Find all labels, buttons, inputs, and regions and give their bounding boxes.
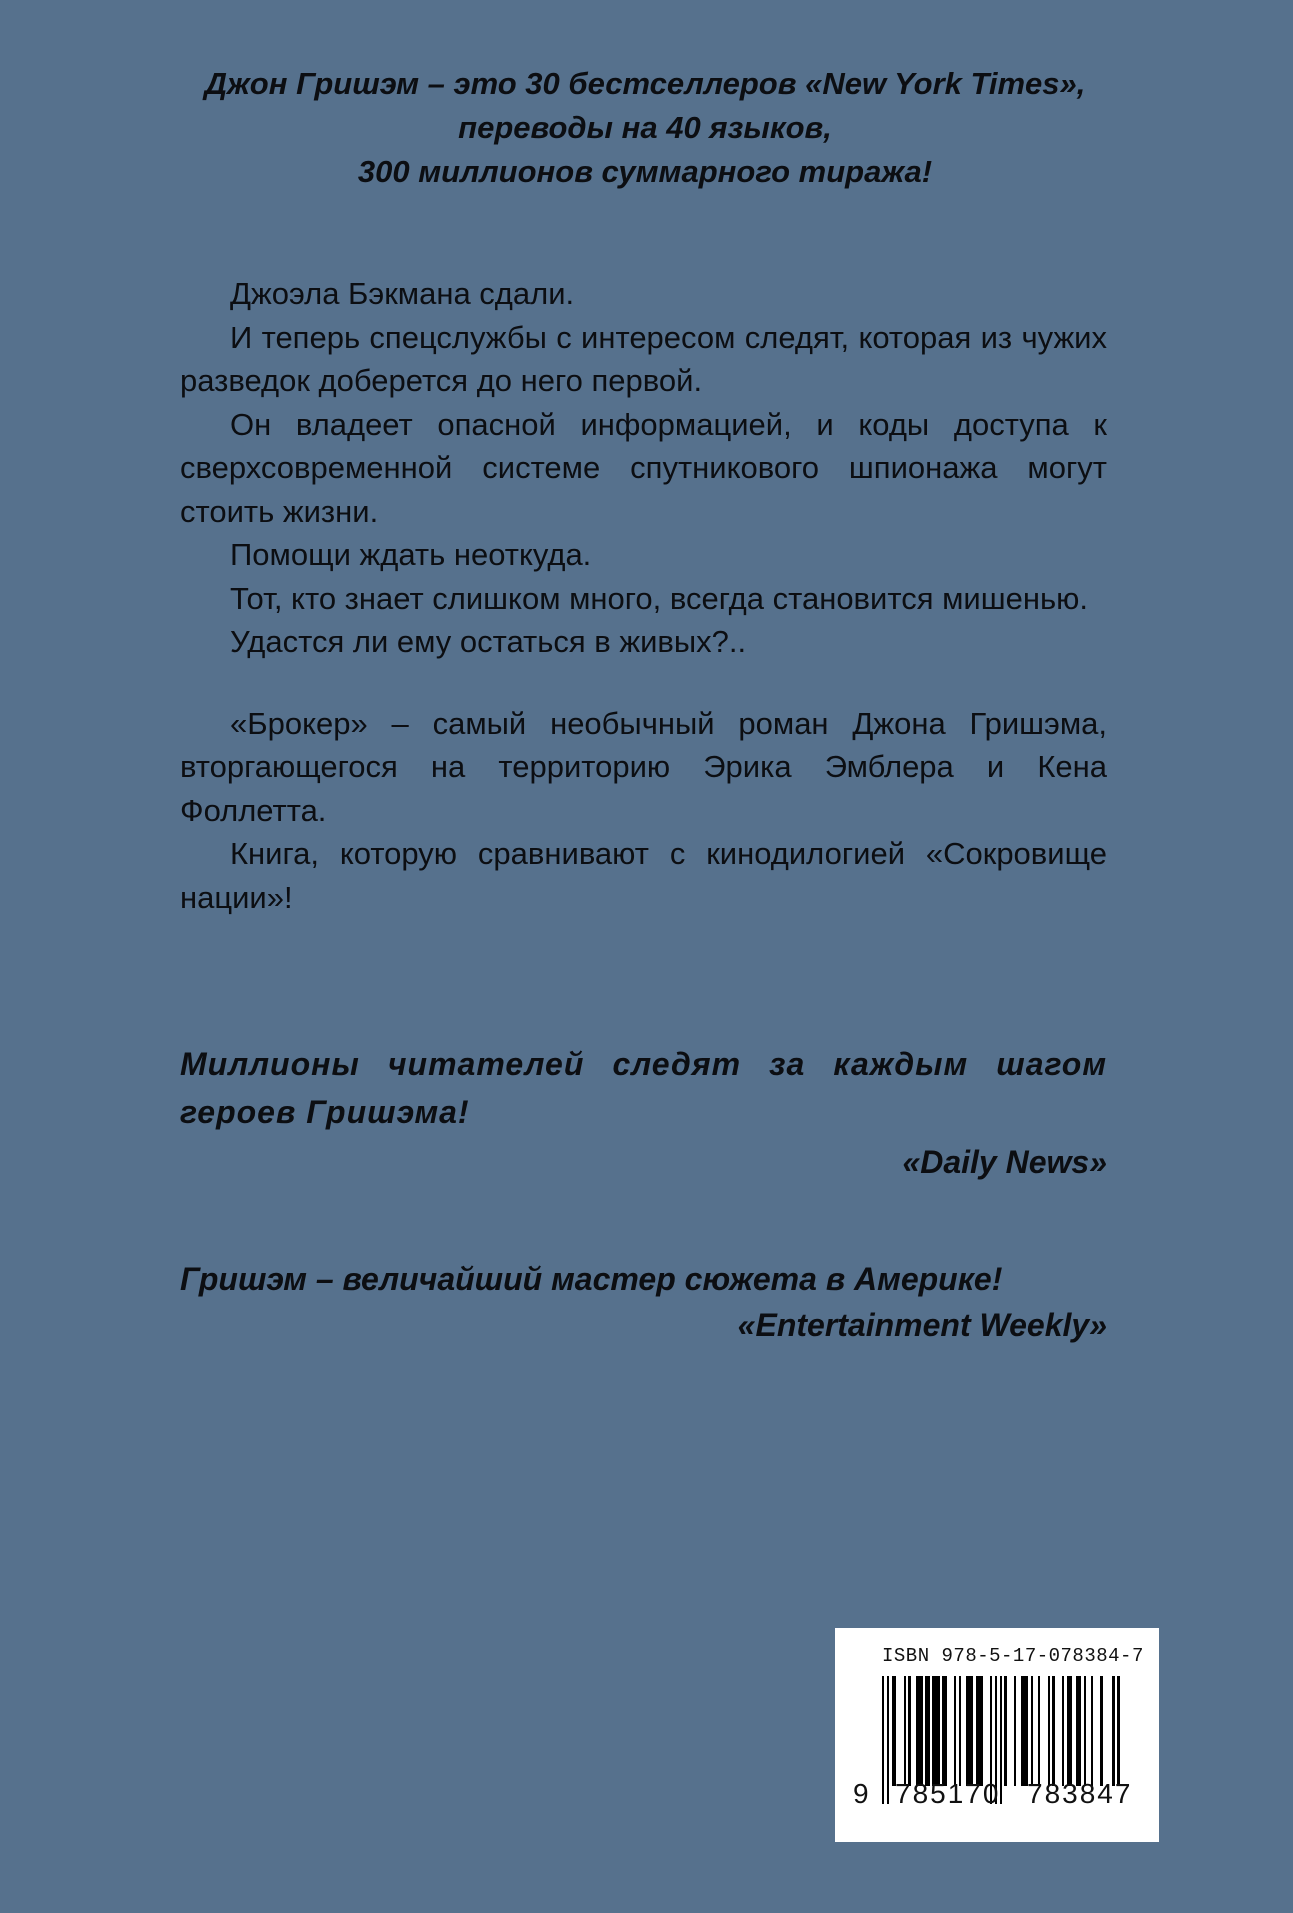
headline-line-2: переводы на 40 языков, bbox=[458, 110, 832, 145]
quote-source: «Daily News» bbox=[902, 1144, 1107, 1180]
headline-line-1: Джон Гришэм – это 30 бестселлеров «New York Times», bbox=[204, 66, 1086, 101]
barcode-bar bbox=[954, 1676, 956, 1786]
barcode-bar bbox=[920, 1676, 922, 1786]
barcode-bar bbox=[1100, 1676, 1102, 1786]
barcode-bar bbox=[971, 1676, 973, 1786]
barcode-bar bbox=[904, 1676, 906, 1786]
barcode-bar bbox=[908, 1676, 910, 1786]
quote-text: Миллионы читателей следят за каждым шагом героев Гришэма! bbox=[180, 1046, 1107, 1130]
barcode-bar bbox=[1048, 1676, 1050, 1786]
barcode-bar bbox=[1091, 1676, 1093, 1786]
paragraph: Книга, которую сравнивают с кинодилогией «Сокровище нации»! bbox=[180, 836, 1107, 915]
paragraph-gap bbox=[180, 664, 1107, 702]
paragraph: Помощи ждать неоткуда. bbox=[230, 537, 592, 572]
barcode-bar bbox=[959, 1676, 961, 1786]
review-quote bbox=[180, 1040, 1107, 1186]
paragraph: «Брокер» – самый необычный роман Джона Гришэма, вторгающегося на территорию Эрика Эмблера и Кена Фоллетта. bbox=[180, 705, 1107, 828]
barcode-bar bbox=[980, 1676, 982, 1786]
headline-line-3: 300 миллионов суммарного тиража! bbox=[357, 154, 933, 189]
barcode-bar bbox=[1084, 1676, 1086, 1786]
quote-source: «Entertainment Weekly» bbox=[737, 1307, 1107, 1343]
paragraph: Джоэла Бэкмана сдали. bbox=[230, 276, 575, 311]
headline bbox=[170, 62, 1120, 194]
paragraph: И теперь спецслужбы с интересом следят, которая из чужих разведок доберется до него первой. bbox=[180, 319, 1107, 398]
barcode-bar bbox=[894, 1676, 896, 1786]
paragraph: Он владеет опасной информацией, и коды доступа к сверхсовременной системе спутникового шпионажа могут стоить жизни. bbox=[180, 406, 1107, 529]
barcode-bar bbox=[944, 1676, 946, 1786]
paragraph: Удастся ли ему остаться в живых?.. bbox=[230, 624, 747, 659]
paragraph: Тот, кто знает слишком много, всегда становится мишенью. bbox=[230, 580, 1088, 616]
barcode-bar bbox=[1062, 1676, 1064, 1786]
barcode-bar bbox=[1031, 1676, 1033, 1786]
barcode-bar bbox=[1069, 1676, 1071, 1786]
barcode-first-digit: 9 bbox=[853, 1778, 869, 1809]
barcode-bar bbox=[1117, 1676, 1119, 1786]
barcode-bar bbox=[887, 1676, 889, 1804]
barcode-right-digits: 783847 bbox=[1027, 1778, 1133, 1809]
barcode-bar bbox=[1026, 1676, 1028, 1786]
barcode-bar bbox=[937, 1676, 939, 1786]
isbn-number: ISBN 978-5-17-078384-7 bbox=[882, 1645, 1144, 1667]
barcode-bar bbox=[1052, 1676, 1054, 1786]
barcode-bar bbox=[1014, 1676, 1016, 1786]
barcode-bar bbox=[1038, 1676, 1040, 1786]
annotation-text bbox=[180, 272, 1107, 919]
review-quote bbox=[180, 1257, 1107, 1347]
barcode-bar bbox=[928, 1676, 930, 1786]
barcode-left-digits: 785170 bbox=[895, 1778, 1001, 1809]
quote-text: Гришэм – величайший мастер сюжета в Америке! bbox=[180, 1261, 1003, 1297]
barcode-bar bbox=[1112, 1676, 1114, 1786]
barcode-bar bbox=[882, 1676, 884, 1804]
barcode-bar bbox=[1004, 1676, 1006, 1786]
isbn-barcode bbox=[835, 1628, 1159, 1842]
barcode-bar bbox=[1079, 1676, 1081, 1786]
